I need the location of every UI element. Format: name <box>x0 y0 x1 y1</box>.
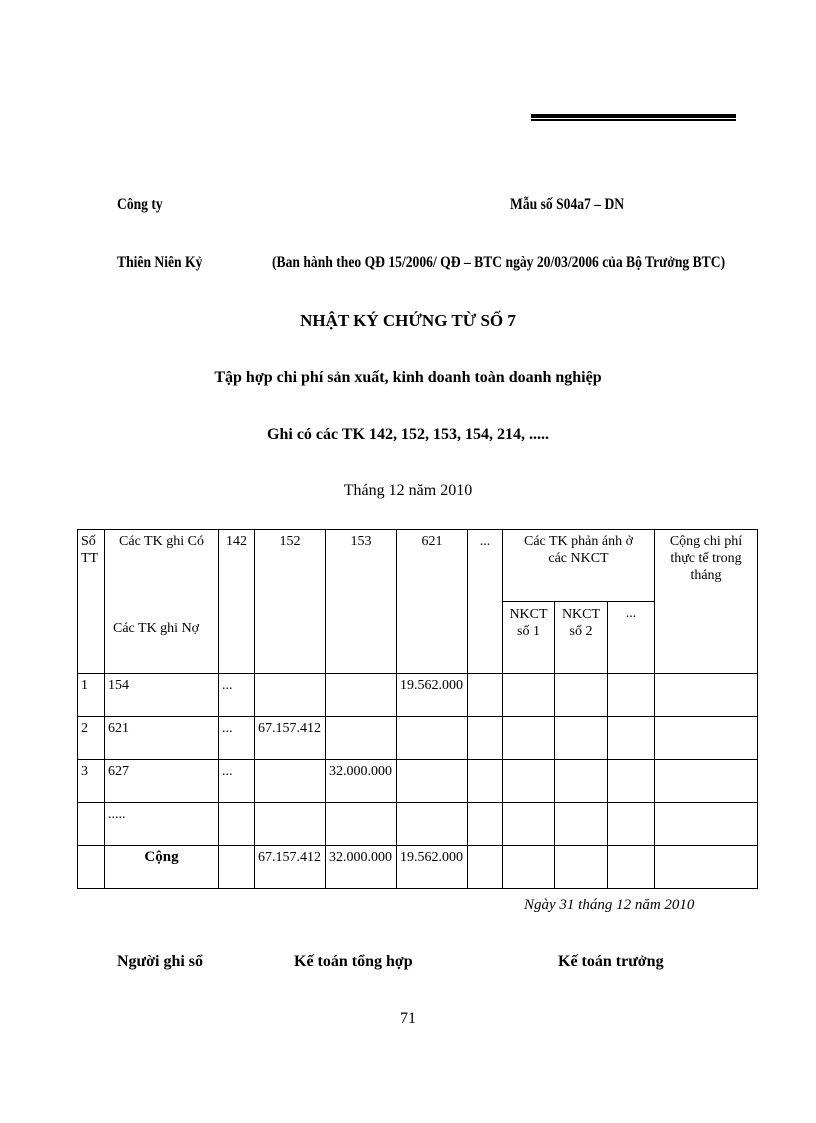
row-153 <box>326 717 397 760</box>
row-142: ... <box>219 674 255 717</box>
row-621 <box>397 803 468 846</box>
header-row <box>78 530 758 602</box>
total-row <box>78 846 758 889</box>
row-152 <box>255 803 326 846</box>
row-stt: 3 <box>78 760 105 803</box>
row-142: ... <box>219 717 255 760</box>
header-nkct-group: Các TK phản ánh ở các NKCT <box>503 530 655 602</box>
header-credit: Các TK ghi Có <box>119 534 204 549</box>
header-142: 142 <box>219 530 255 674</box>
header-total-cost: Cộng chi phí thực tế trong tháng <box>655 530 758 674</box>
table-row <box>78 803 758 846</box>
row-621 <box>397 760 468 803</box>
header-152: 152 <box>255 530 326 674</box>
header-debit: Các TK ghi Nợ <box>113 621 200 636</box>
total-153: 32.000.000 <box>326 846 397 889</box>
header-153: 153 <box>326 530 397 674</box>
row-153 <box>326 674 397 717</box>
row-153: 32.000.000 <box>326 760 397 803</box>
form-code: Mẫu số S04a7 – DN <box>510 196 625 213</box>
company-name: Thiên Niên Kỷ <box>117 254 203 271</box>
total-152: 67.157.412 <box>255 846 326 889</box>
row-stt: 2 <box>78 717 105 760</box>
table-row <box>78 760 758 803</box>
row-152: 67.157.412 <box>255 717 326 760</box>
header-nkct1: NKCT số 1 <box>503 602 555 674</box>
row-152 <box>255 760 326 803</box>
row-153 <box>326 803 397 846</box>
row-621: 19.562.000 <box>397 674 468 717</box>
total-label: Cộng <box>105 846 219 889</box>
header-nkct-dots: ... <box>608 602 655 674</box>
row-account: 154 <box>105 674 219 717</box>
page-number: 71 <box>400 1010 416 1027</box>
general-accountant-signature: Kế toán tổng hợp <box>294 953 413 970</box>
row-account: 621 <box>105 717 219 760</box>
row-142 <box>219 803 255 846</box>
table-row <box>78 674 758 717</box>
chief-accountant-signature: Kế toán trưởng <box>558 953 664 970</box>
document-title: NHẬT KÝ CHỨNG TỪ SỐ 7 <box>300 311 516 330</box>
header-stt: Số TT <box>78 530 105 674</box>
row-142: ... <box>219 760 255 803</box>
table-row <box>78 717 758 760</box>
header-dots: ... <box>468 530 503 674</box>
signing-date: Ngày 31 tháng 12 năm 2010 <box>524 897 695 913</box>
credit-accounts: Ghi có các TK 142, 152, 153, 154, 214, ..... <box>267 426 549 443</box>
top-rule <box>531 114 736 121</box>
regulation-note: (Ban hành theo QĐ 15/2006/ QĐ – BTC ngày 20/03/2006 của Bộ Trưởng BTC) <box>272 254 726 271</box>
total-621: 19.562.000 <box>397 846 468 889</box>
row-account: 627 <box>105 760 219 803</box>
header-621: 621 <box>397 530 468 674</box>
row-stt: 1 <box>78 674 105 717</box>
company-label: Công ty <box>117 196 163 213</box>
journal-table <box>77 529 758 889</box>
header-nkct2: NKCT số 2 <box>555 602 608 674</box>
row-621 <box>397 717 468 760</box>
header-accounts <box>105 530 219 674</box>
period: Tháng 12 năm 2010 <box>343 482 473 499</box>
document-subtitle: Tập hợp chi phí sản xuất, kinh doanh toàn doanh nghiệp <box>214 369 602 386</box>
recorder-signature: Người ghi sổ <box>117 953 204 970</box>
row-account: ..... <box>105 803 219 846</box>
row-152 <box>255 674 326 717</box>
row-stt <box>78 803 105 846</box>
